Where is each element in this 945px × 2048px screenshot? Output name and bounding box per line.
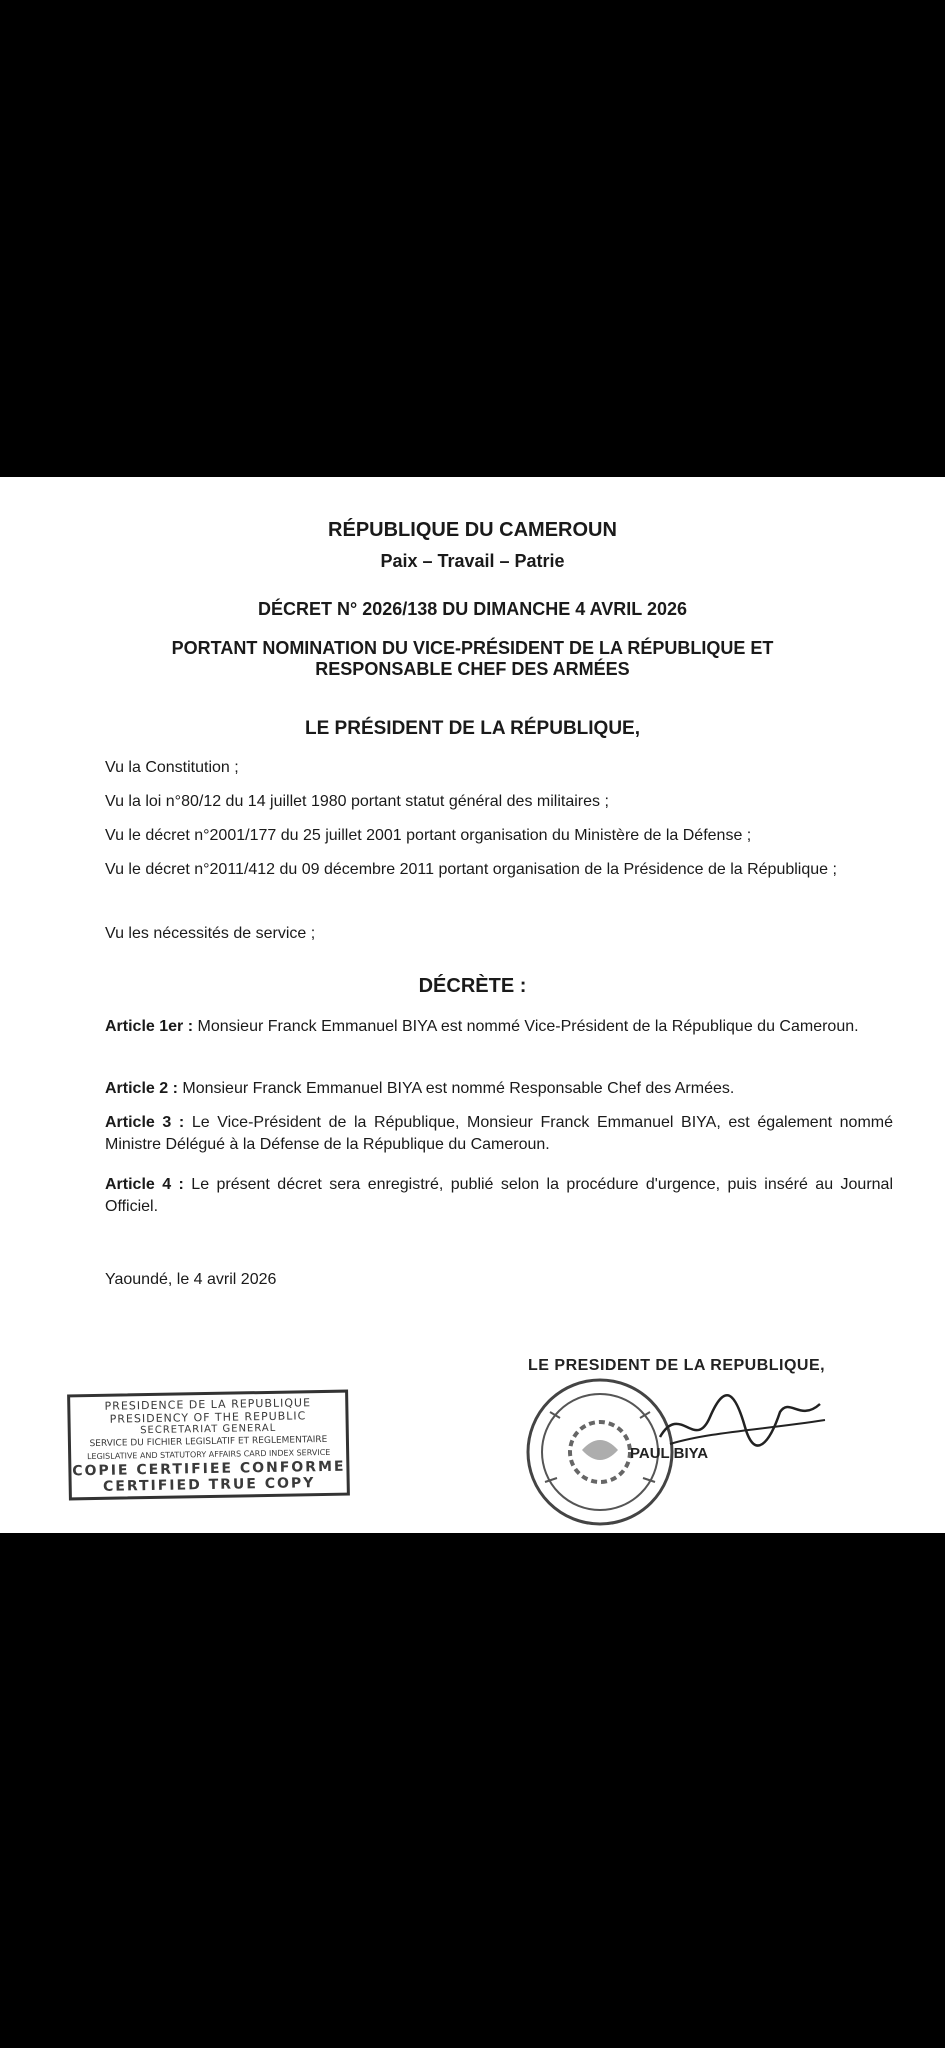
preamble-item: Vu le décret n°2001/177 du 25 juillet 2001 portant organisation du Ministère de la Défense ;	[105, 827, 752, 844]
article-label: Article 1er :	[105, 1018, 194, 1035]
article-1	[105, 1016, 893, 1038]
authority-heading: LE PRÉSIDENT DE LA RÉPUBLIQUE,	[305, 718, 640, 739]
article-label: Article 3 :	[105, 1114, 185, 1131]
preamble-item: Vu la loi n°80/12 du 14 juillet 1980 portant statut général des militaires ;	[105, 793, 609, 810]
country-heading: RÉPUBLIQUE DU CAMEROUN	[328, 519, 617, 541]
decree-subject-line-1: PORTANT NOMINATION DU VICE-PRÉSIDENT DE LA RÉPUBLIQUE ET	[171, 638, 774, 658]
preamble-item: Vu le décret n°2011/412 du 09 décembre 2011 portant organisation de la Présidence de la République ;	[105, 861, 837, 878]
preamble-item: Vu la Constitution ;	[105, 759, 239, 776]
article-text: Le présent décret sera enregistré, publié selon la procédure d'urgence, puis inséré au Journal Officiel.	[105, 1176, 893, 1215]
article-3	[105, 1112, 893, 1156]
article-text: Monsieur Franck Emmanuel BIYA est nommé Vice-Président de la République du Cameroun.	[193, 1018, 859, 1035]
stamp-line: COPIE CERTIFIEE CONFORME	[72, 1458, 346, 1480]
certified-copy-stamp	[67, 1390, 350, 1501]
stamp-line: SERVICE DU FICHIER LEGISLATIF ET REGLEMENTAIRE	[89, 1434, 328, 1450]
stamp-line: SECRETARIAT GENERAL	[140, 1422, 277, 1437]
article-text: Le Vice-Président de la République, Monsieur Franck Emmanuel BIYA, est également nommé Ministre Délégué à la Défense de la République du Cameroun.	[105, 1114, 893, 1153]
decrete-heading: DÉCRÈTE :	[418, 975, 527, 997]
stamp-line: LEGISLATIVE AND STATUTORY AFFAIRS CARD INDEX SERVICE	[86, 1447, 331, 1462]
stamp-line: CERTIFIED TRUE COPY	[102, 1475, 316, 1495]
stamp-line: PRESIDENCE DE LA REPUBLIQUE	[104, 1396, 312, 1413]
article-2	[105, 1078, 893, 1100]
signatory-title: LE PRESIDENT DE LA REPUBLIQUE,	[528, 1357, 826, 1374]
stamp-line: PRESIDENCY OF THE REPUBLIC	[109, 1409, 307, 1426]
place-date: Yaoundé, le 4 avril 2026	[105, 1271, 277, 1288]
decree-number: DÉCRET N° 2026/138 DU DIMANCHE 4 AVRIL 2026	[257, 599, 687, 619]
signatory-name: PAUL BIYA	[630, 1445, 709, 1462]
article-label: Article 4 :	[105, 1176, 184, 1193]
article-4	[105, 1174, 893, 1218]
article-text: Monsieur Franck Emmanuel BIYA est nommé Responsable Chef des Armées.	[177, 1080, 735, 1097]
article-label: Article 2 :	[105, 1080, 178, 1097]
decree-subject-line-2: RESPONSABLE CHEF DES ARMÉES	[315, 659, 630, 679]
preamble-item: Vu les nécessités de service ;	[105, 925, 316, 942]
decree-document	[0, 477, 945, 1533]
decree-subject	[0, 638, 945, 680]
motto: Paix – Travail – Patrie	[380, 551, 565, 571]
